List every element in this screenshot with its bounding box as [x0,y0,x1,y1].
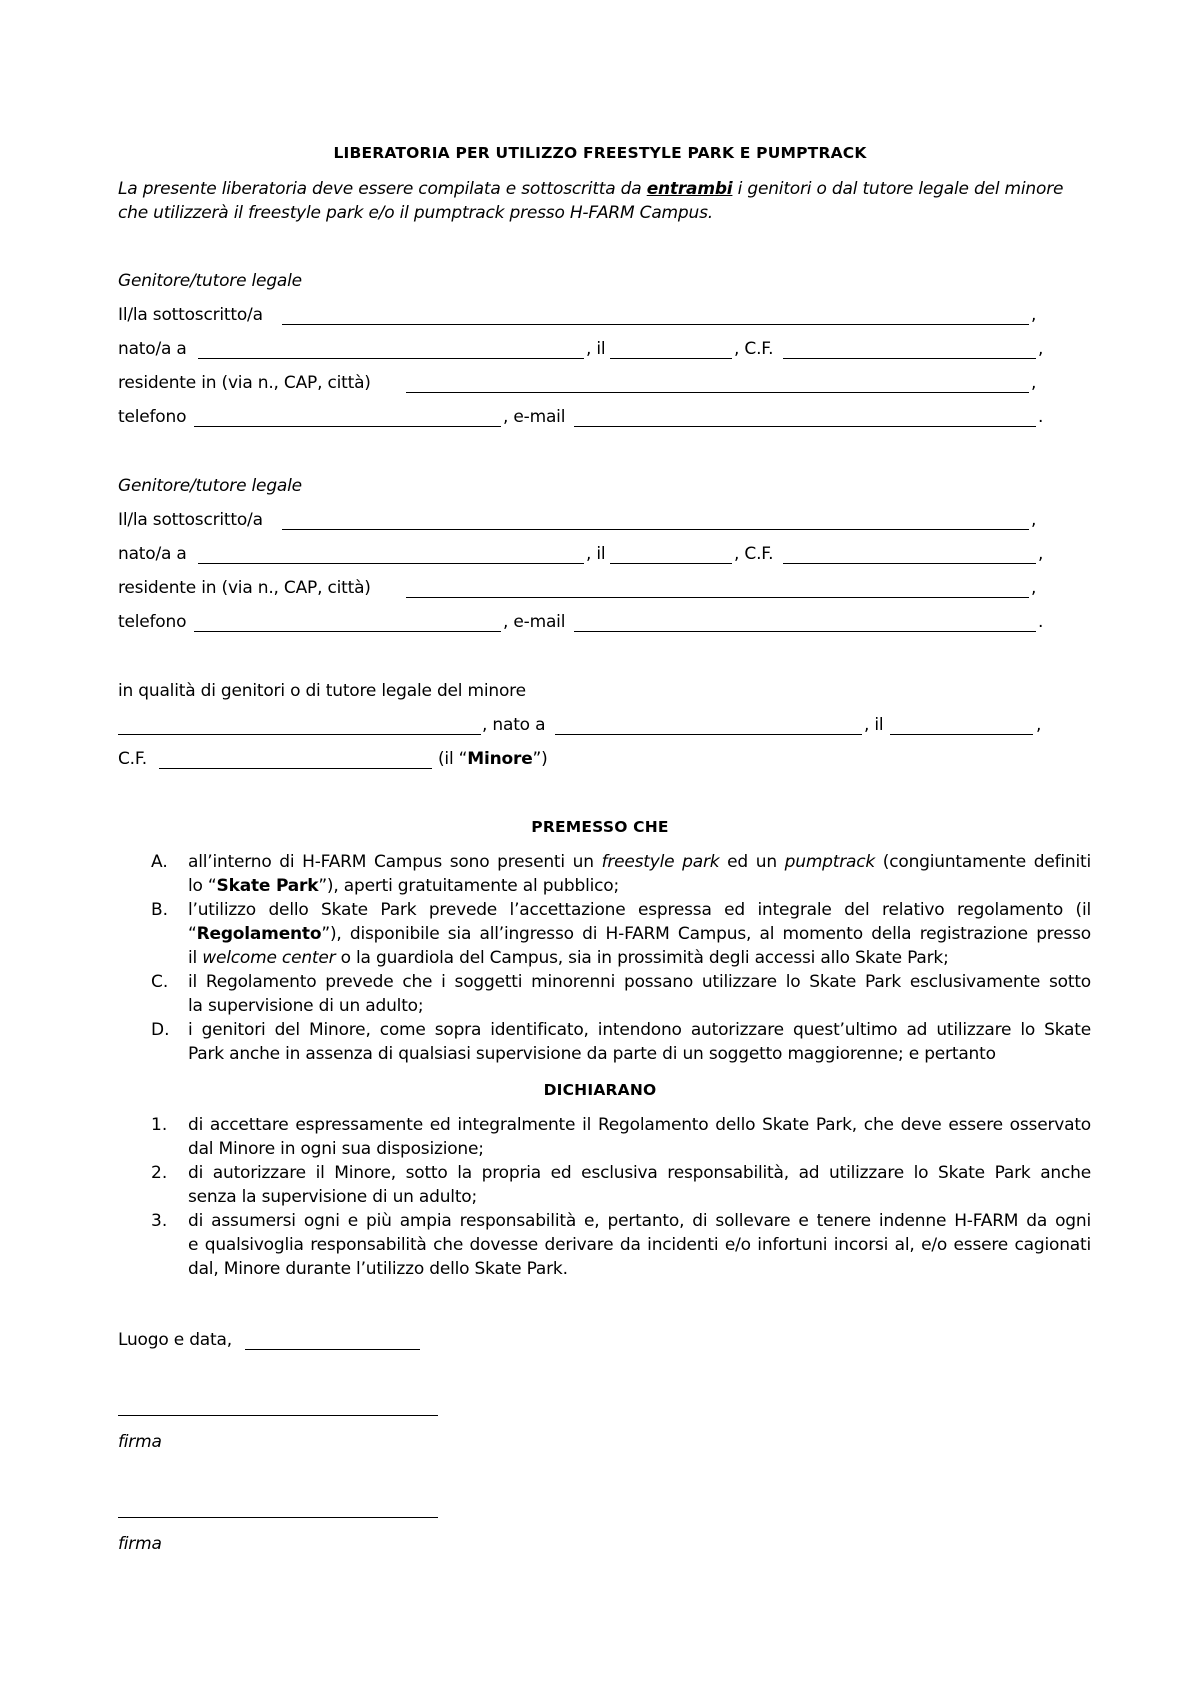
parent-2-name-label: Il/la sottoscritto/a [118,510,263,530]
parent-2-residence-comma: , [1031,578,1037,598]
parent-1-cf-label: , C.F. [734,339,774,359]
premesso-item-b-line-3 [188,948,949,968]
dichiarano-item-3-line-3: dal, Minore durante l’utilizzo dello Skate Park. [188,1259,568,1279]
premesso-item-d-label: D. [151,1020,170,1040]
parent-1-birthplace-field[interactable] [198,358,584,359]
item-b-text-2: ”), disponibile sia all’ingresso di H-FARM Campus, al momento della registrazione presso [321,924,1091,944]
intro-line-1 [118,179,1063,199]
parent-1-name-comma: , [1031,305,1037,325]
premesso-item-c-line-2: la supervisione di un adulto; [188,996,424,1016]
minor-born-label: , nato a [482,715,546,735]
dichiarano-item-3-line-1: di assumersi ogni e più ampia responsabilità e, pertanto, di sollevare e tenere indenne H-FARM da ogni [188,1211,1091,1231]
parent-2-phone-label: telefono [118,612,187,632]
intro-text-b: i genitori o dal tutore legale del minore [732,179,1064,199]
parent-1-date-label: , il [586,339,606,359]
item-b-regolamento: Regolamento [196,924,322,944]
parent-2-residence-label: residente in (via n., CAP, città) [118,578,371,598]
place-date-label: Luogo e data, [118,1330,232,1350]
signature-2-line[interactable] [118,1517,438,1518]
dichiarano-item-1-label: 1. [151,1115,168,1135]
parent-1-heading: Genitore/tutore legale [118,271,302,291]
premesso-item-c-line-1: il Regolamento prevede che i soggetti minorenni possano utilizzare lo Skate Park esclusivamente sotto [188,972,1091,992]
item-b-text-3: il [188,948,203,968]
dichiarano-item-1-line-2: dal Minore in ogni sua disposizione; [188,1139,484,1159]
parent-2-email-label: , e-mail [503,612,566,632]
item-a-text-5: ”), aperti gratuitamente al pubblico; [318,876,619,896]
parent-2-period: . [1038,612,1044,632]
parent-2-phone-field[interactable] [194,631,501,632]
item-a-text-1: all’interno di H-FARM Campus sono presenti un [188,852,602,872]
item-b-text-1: “ [188,924,197,944]
parent-2-email-field[interactable] [574,631,1036,632]
parent-1-name-label: Il/la sottoscritto/a [118,305,263,325]
dichiarano-item-3-label: 3. [151,1211,168,1231]
parent-1-residence-field[interactable] [406,392,1029,393]
minor-def-open: (il “ [438,749,468,769]
premesso-heading: PREMESSO CHE [531,818,669,836]
parent-2-cf-label: , C.F. [734,544,774,564]
item-a-text-4: lo “ [188,876,217,896]
premesso-item-c-label: C. [151,972,169,992]
item-a-text-2: ed un [719,852,785,872]
signature-1-line[interactable] [118,1415,438,1416]
parent-1-email-field[interactable] [574,426,1036,427]
item-a-freestyle: freestyle park [601,852,720,872]
parent-1-name-field[interactable] [282,324,1029,325]
item-b-welcome-center: welcome center [202,948,336,968]
parent-1-residence-comma: , [1031,373,1037,393]
premesso-item-a-line-2 [188,876,619,896]
signature-1-label: firma [118,1432,162,1452]
premesso-item-d-line-1: i genitori del Minore, come sopra identificato, intendono autorizzare quest’ultimo ad utilizzare lo Skate [188,1020,1091,1040]
dichiarano-item-2-line-1: di autorizzare il Minore, sotto la propria ed esclusiva responsabilità, ad utilizzare lo Skate Park anche [188,1163,1091,1183]
parent-1-birthdate-field[interactable] [610,358,732,359]
item-a-pumptrack: pumptrack [784,852,876,872]
premesso-item-a-line-1 [188,852,1091,872]
premesso-item-d-line-2: Park anche in assenza di qualsiasi supervisione da parte di un soggetto maggiorenne; e pertanto [188,1044,996,1064]
minor-definition [438,749,548,769]
parent-2-heading: Genitore/tutore legale [118,476,302,496]
item-b-text-4: o la guardiola del Campus, sia in prossimità degli accessi allo Skate Park; [335,948,949,968]
intro-line-2: che utilizzerà il freestyle park e/o il pumptrack presso H-FARM Campus. [118,203,713,223]
parent-2-born-label: nato/a a [118,544,187,564]
intro-emphasis: entrambi [646,179,733,199]
item-a-skate-park: Skate Park [216,876,319,896]
parent-1-period: . [1038,407,1044,427]
premesso-item-b-label: B. [151,900,169,920]
dichiarano-item-2-line-2: senza la supervisione di un adulto; [188,1187,478,1207]
minor-def-term: Minore [467,749,533,769]
parent-2-date-label: , il [586,544,606,564]
parent-1-born-label: nato/a a [118,339,187,359]
minor-date-comma: , [1036,715,1042,735]
minor-date-label: , il [864,715,884,735]
parent-2-birthplace-field[interactable] [198,563,584,564]
minor-cf-label: C.F. [118,749,147,769]
intro-text-a: La presente liberatoria deve essere compilata e sottoscritta da [118,179,647,199]
minor-def-close: ”) [532,749,548,769]
parent-1-phone-field[interactable] [194,426,501,427]
minor-cf-field[interactable] [159,768,432,769]
dichiarano-heading: DICHIARANO [543,1081,657,1099]
parent-2-cf-comma: , [1038,544,1044,564]
minor-intro: in qualità di genitori o di tutore legale del minore [118,681,526,701]
parent-1-cf-field[interactable] [783,358,1036,359]
minor-birthplace-field[interactable] [555,734,862,735]
premesso-item-a-label: A. [151,852,168,872]
parent-2-cf-field[interactable] [783,563,1036,564]
signature-2-label: firma [118,1534,162,1554]
minor-birthdate-field[interactable] [890,734,1033,735]
parent-2-name-field[interactable] [282,529,1029,530]
premesso-item-b-line-2 [188,924,1091,944]
dichiarano-item-3-line-2: e qualsivoglia responsabilità che dovesse derivare da incidenti e/o infortuni incorsi al, e/o essere cagionati [188,1235,1091,1255]
parent-1-email-label: , e-mail [503,407,566,427]
place-date-field[interactable] [245,1349,420,1350]
parent-1-phone-label: telefono [118,407,187,427]
parent-1-cf-comma: , [1038,339,1044,359]
item-a-text-3: (congiuntamente definiti [875,852,1092,872]
minor-name-field[interactable] [118,734,481,735]
premesso-item-b-line-1: l’utilizzo dello Skate Park prevede l’accettazione espressa ed integrale del relativo regolamento (il [188,900,1091,920]
parent-2-name-comma: , [1031,510,1037,530]
dichiarano-item-1-line-1: di accettare espressamente ed integralmente il Regolamento dello Skate Park, che deve essere osservato [188,1115,1091,1135]
dichiarano-item-2-label: 2. [151,1163,168,1183]
parent-1-residence-label: residente in (via n., CAP, città) [118,373,371,393]
parent-2-birthdate-field[interactable] [610,563,732,564]
document-title: LIBERATORIA PER UTILIZZO FREESTYLE PARK E PUMPTRACK [333,144,867,162]
parent-2-residence-field[interactable] [406,597,1029,598]
